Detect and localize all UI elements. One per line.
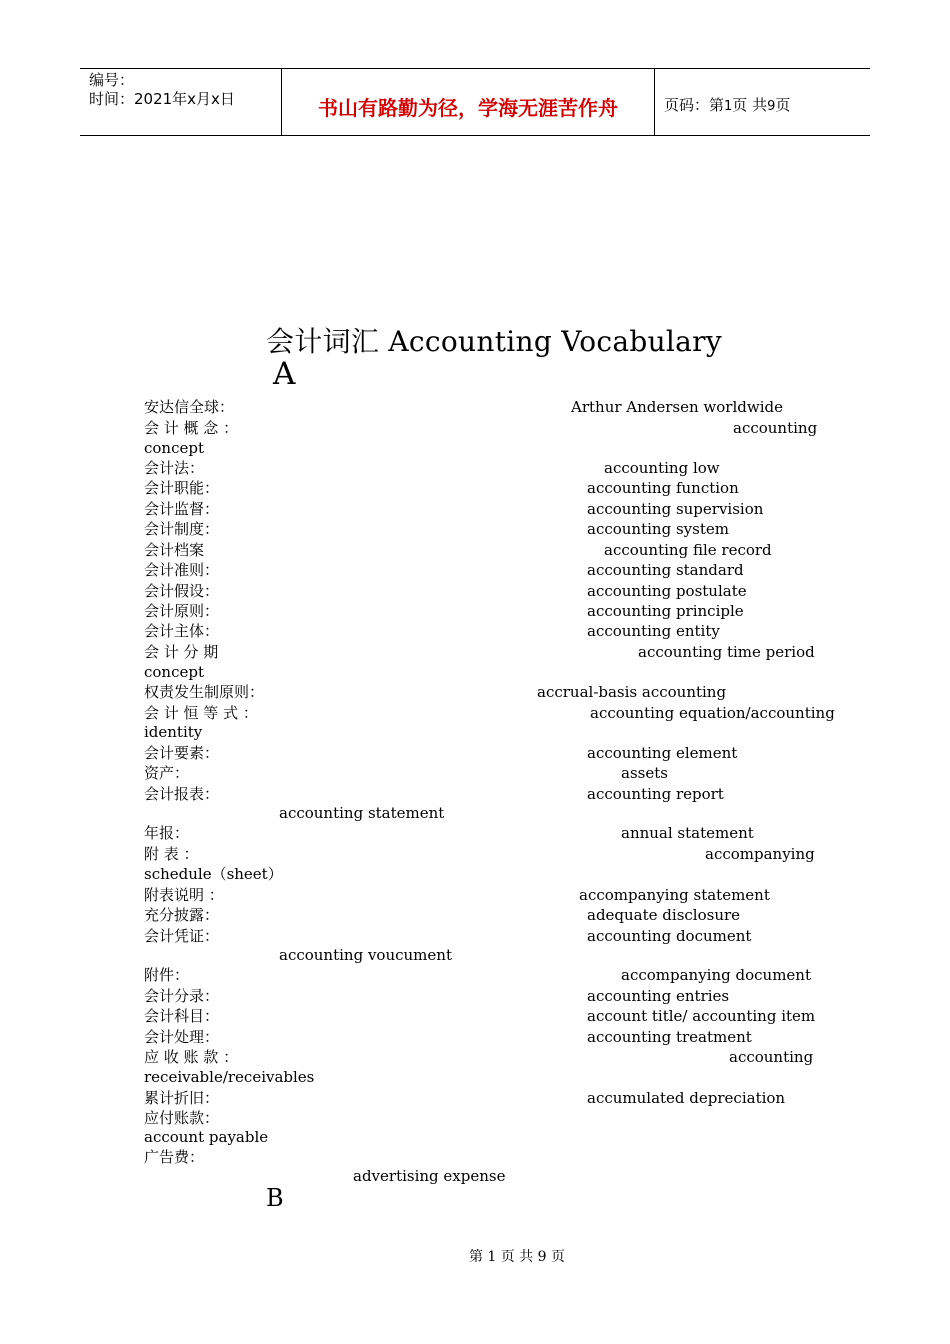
term-zh: 会计假设：	[144, 582, 220, 600]
term-en: accompanying statement	[579, 886, 770, 904]
term-zh: 安达信全球：	[144, 398, 235, 416]
footer-prefix: 第	[468, 1249, 483, 1265]
header-page-total: 9	[767, 99, 776, 114]
footer-page-total: 9	[537, 1249, 547, 1265]
term-zh: 会计准则：	[144, 561, 220, 579]
term-en: account title/ accounting item	[587, 1007, 816, 1025]
header-number-label: 编号：	[89, 71, 135, 89]
term-zh: 权责发生制原则：	[144, 683, 265, 701]
term-en-continued: schedule（sheet）	[144, 865, 283, 883]
term-zh: 资产：	[144, 764, 190, 782]
term-zh: 会计报表：	[144, 785, 220, 803]
term-zh: 会计分录：	[144, 987, 220, 1005]
term-en: accounting principle	[587, 602, 744, 620]
term-en: accounting postulate	[587, 582, 747, 600]
page-footer	[0, 1246, 950, 1266]
term-en-continued: identity	[144, 723, 203, 741]
footer-suffix: 页	[551, 1249, 566, 1265]
term-zh: 附 表 ：	[144, 845, 199, 863]
term-en: accounting	[733, 419, 818, 437]
term-zh: 会计法：	[144, 459, 205, 477]
term-zh: 会计监督：	[144, 500, 220, 518]
header-page-current: 1	[724, 99, 733, 114]
term-en: accumulated depreciation	[587, 1089, 786, 1107]
term-en: accrual-basis accounting	[537, 683, 727, 701]
term-zh: 累计折旧：	[144, 1089, 220, 1107]
header-page-mid: 页 共	[732, 96, 768, 114]
header-top-rule	[80, 68, 870, 69]
term-en: accounting element	[587, 744, 738, 762]
term-en-continued: accounting voucument	[279, 946, 452, 964]
term-zh: 会计处理：	[144, 1028, 220, 1046]
header-page-prefix: 页码：第	[664, 96, 725, 114]
term-en: accounting entity	[587, 622, 720, 640]
term-en: accounting function	[587, 479, 739, 497]
term-en: accounting document	[587, 927, 752, 945]
term-zh: 广告费：	[144, 1148, 205, 1166]
term-en: accompanying document	[621, 966, 811, 984]
term-zh: 会计职能：	[144, 479, 220, 497]
term-zh: 会计原则：	[144, 602, 220, 620]
term-en: accounting standard	[587, 561, 744, 579]
term-en: accounting treatment	[587, 1028, 752, 1046]
term-zh: 会计主体：	[144, 622, 220, 640]
footer-mid: 页 共	[500, 1249, 534, 1265]
section-heading-b: B	[266, 1184, 284, 1212]
header-meta	[89, 71, 235, 109]
term-en-continued: concept	[144, 439, 204, 457]
term-en: accounting entries	[587, 987, 730, 1005]
term-zh: 附表说明 ：	[144, 886, 224, 904]
term-en: assets	[621, 764, 668, 782]
header-divider-right	[654, 68, 655, 136]
term-en: Arthur Andersen worldwide	[571, 398, 783, 416]
term-en-continued: advertising expense	[353, 1167, 506, 1185]
term-zh: 会计凭证：	[144, 927, 220, 945]
term-zh: 附件：	[144, 966, 190, 984]
header-page-suffix: 页	[775, 96, 791, 114]
term-en: accounting file record	[604, 541, 772, 559]
term-en: adequate disclosure	[587, 906, 741, 924]
section-heading-a: A	[273, 356, 296, 392]
term-zh: 应付账款：	[144, 1109, 220, 1127]
term-zh: 年报：	[144, 824, 190, 842]
term-zh: 会计制度：	[144, 520, 220, 538]
term-en: accounting low	[604, 459, 720, 477]
term-en: accounting system	[587, 520, 729, 538]
header-page-info	[664, 94, 790, 115]
footer-page-current: 1	[487, 1249, 497, 1265]
term-zh: 会 计 概 念 ：	[144, 419, 239, 437]
header-motto: 书山有路勤为径，学海无涯苦作舟	[318, 96, 618, 120]
term-en-continued: concept	[144, 663, 204, 681]
term-en: accounting	[729, 1048, 814, 1066]
term-en: accompanying	[705, 845, 815, 863]
header-bottom-rule	[80, 135, 870, 136]
term-zh: 会计要素：	[144, 744, 220, 762]
term-en: accounting report	[587, 785, 724, 803]
term-zh: 会 计 分 期	[144, 643, 219, 661]
term-en: annual statement	[621, 824, 754, 842]
document-title: 会计词汇 Accounting Vocabulary	[266, 325, 722, 358]
header-time-label: 时间：2021年x月x日	[89, 90, 235, 108]
term-en-continued: accounting statement	[279, 804, 445, 822]
term-en: accounting equation/accounting	[590, 704, 835, 722]
term-zh: 应 收 账 款 ：	[144, 1048, 239, 1066]
term-en: accounting supervision	[587, 500, 764, 518]
term-en: accounting time period	[638, 643, 815, 661]
term-en-continued: receivable/receivables	[144, 1068, 315, 1086]
term-zh: 会 计 恒 等 式 ：	[144, 704, 258, 722]
term-en-continued: account payable	[144, 1128, 269, 1146]
term-zh: 充分披露：	[144, 906, 220, 924]
term-zh: 会计科目：	[144, 1007, 220, 1025]
term-zh: 会计档案	[144, 541, 205, 559]
